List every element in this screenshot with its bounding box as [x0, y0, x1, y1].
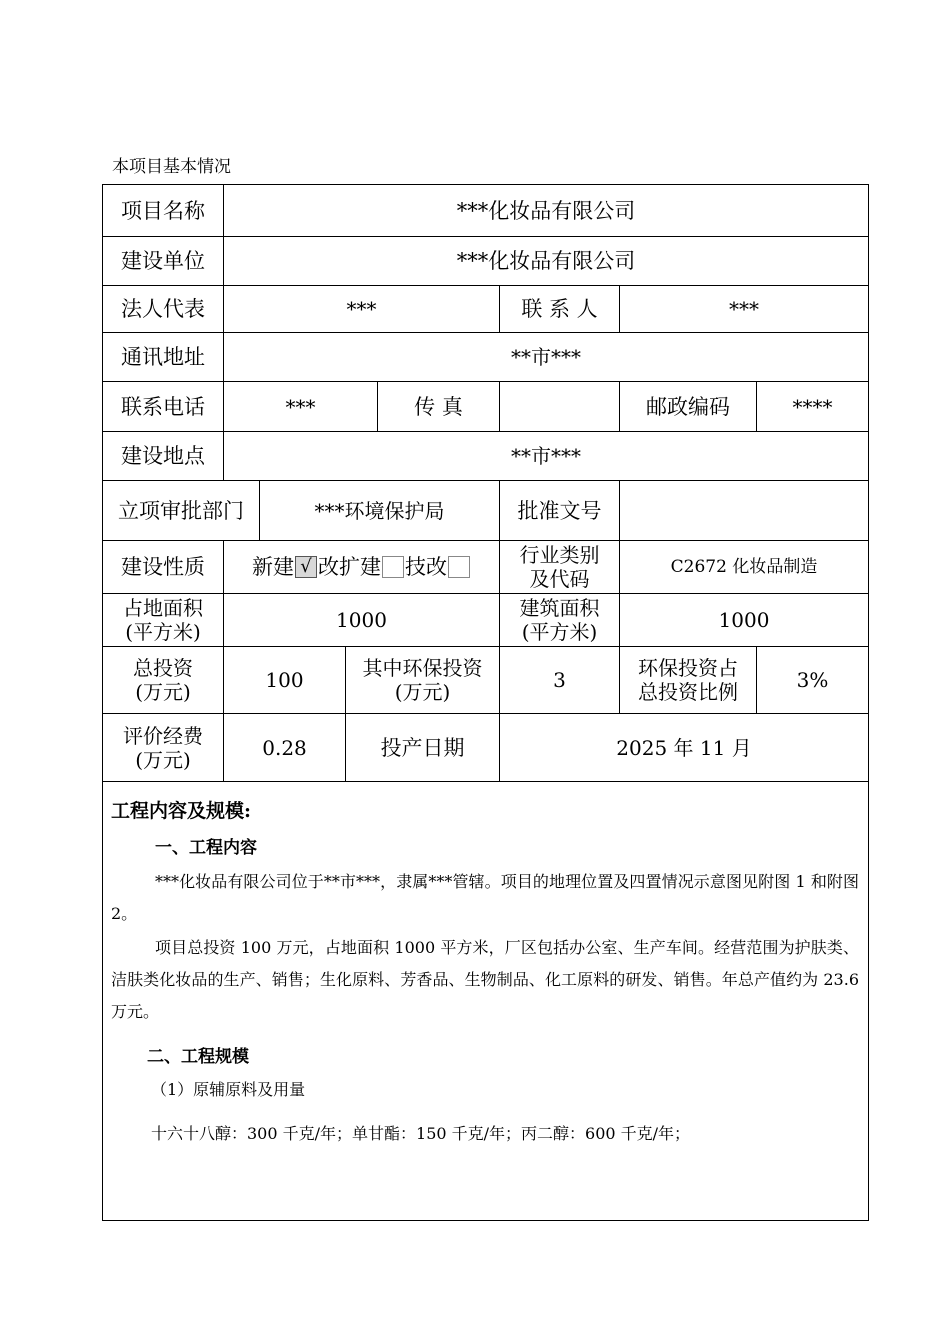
env-invest-label-line1: 其中环保投资	[362, 656, 483, 680]
total-invest-value: 100	[224, 647, 346, 714]
postal-code-label: 邮政编码	[620, 382, 757, 432]
project-content-section	[103, 782, 868, 1220]
legal-rep-label: 法人代表	[103, 286, 224, 333]
env-ratio-label	[620, 647, 757, 714]
production-date-label: 投产日期	[346, 714, 500, 782]
contact-person-value: ***	[620, 286, 868, 333]
building-area-label-line1: 建筑面积	[519, 596, 600, 620]
tech-checkbox[interactable]	[448, 556, 470, 578]
building-area-label	[500, 594, 620, 647]
option-new-label: 新建	[252, 555, 294, 579]
fax-value	[500, 382, 620, 432]
land-area-label-line2: (平方米)	[125, 620, 201, 644]
total-invest-label-line2: (万元)	[135, 680, 191, 704]
new-checkbox[interactable]: √	[295, 556, 317, 578]
env-ratio-label-line2: 总投资比例	[638, 680, 738, 704]
raw-materials-list: 十六十八醇：300 千克/年；单甘酯：150 千克/年；丙二醇：600 千克/年；	[151, 1124, 691, 1143]
env-ratio-value: 3%	[757, 647, 868, 714]
env-invest-label-line2: (万元)	[394, 680, 451, 704]
legal-rep-value: ***	[224, 286, 500, 333]
phone-value: ***	[224, 382, 378, 432]
project-info-table	[102, 184, 869, 1221]
env-ratio-label-line1: 环保投资占	[638, 656, 738, 680]
raw-materials-item: （1）原辅原料及用量	[151, 1080, 306, 1099]
industry-value: C2672 化妆品制造	[620, 541, 868, 594]
site-value: **市***	[224, 432, 868, 481]
table-caption: 本项目基本情况	[112, 157, 231, 177]
building-area-label-line2: (平方米)	[521, 620, 598, 644]
env-invest-label	[346, 647, 500, 714]
expand-checkbox[interactable]	[382, 556, 404, 578]
industry-label-line1: 行业类别	[519, 543, 600, 567]
address-label: 通讯地址	[103, 333, 224, 382]
approval-dept-label: 立项审批部门	[103, 481, 260, 541]
project-name-label: 项目名称	[103, 185, 224, 237]
env-invest-value: 3	[500, 647, 620, 714]
industry-label	[500, 541, 620, 594]
approval-doc-label: 批准文号	[500, 481, 620, 541]
eval-fee-label	[103, 714, 224, 782]
total-invest-label	[103, 647, 224, 714]
eval-fee-value: 0.28	[224, 714, 346, 782]
section-engineering-scale: 二、工程规模	[147, 1047, 249, 1067]
construction-unit-label: 建设单位	[103, 237, 224, 286]
nature-label: 建设性质	[103, 541, 224, 594]
land-area-label	[103, 594, 224, 647]
section-engineering-content: 一、工程内容	[155, 838, 257, 858]
eval-fee-label-line2: (万元)	[135, 747, 191, 772]
phone-label: 联系电话	[103, 382, 224, 432]
eval-fee-label-line1: 评价经费	[123, 723, 203, 748]
content-heading: 工程内容及规模:	[111, 800, 252, 822]
total-invest-label-line1: 总投资	[133, 656, 193, 680]
contact-person-label: 联 系 人	[500, 286, 620, 333]
site-label: 建设地点	[103, 432, 224, 481]
address-value: **市***	[224, 333, 868, 382]
construction-unit-value: ***化妆品有限公司	[224, 237, 868, 286]
paragraph-investment: 项目总投资 100 万元，占地面积 1000 平方米，厂区包括办公室、生产车间。经营范围为护肤类、洁肤类化妆品的生产、销售；生化原料、芳香品、生物制品、化工原料的研发、销售。年总产值约为 23.6 万元。	[111, 938, 859, 1021]
project-name-value: ***化妆品有限公司	[224, 185, 868, 237]
industry-label-line2: 及代码	[529, 567, 590, 591]
option-expand-label: 改扩建	[318, 555, 381, 579]
approval-dept-value: ***环境保护局	[260, 481, 500, 541]
paragraph-location: ***化妆品有限公司位于**市***，隶属***管辖。项目的地理位置及四置情况示意图见附图 1 和附图 2。	[111, 872, 859, 923]
land-area-label-line1: 占地面积	[123, 596, 203, 620]
nature-options	[224, 541, 500, 594]
postal-code-value: ****	[757, 382, 868, 432]
building-area-value: 1000	[620, 594, 868, 647]
production-date-value: 2025 年 11 月	[500, 714, 868, 782]
option-tech-label: 技改	[405, 555, 447, 579]
fax-label: 传 真	[378, 382, 500, 432]
land-area-value: 1000	[224, 594, 500, 647]
approval-doc-value	[620, 481, 868, 541]
